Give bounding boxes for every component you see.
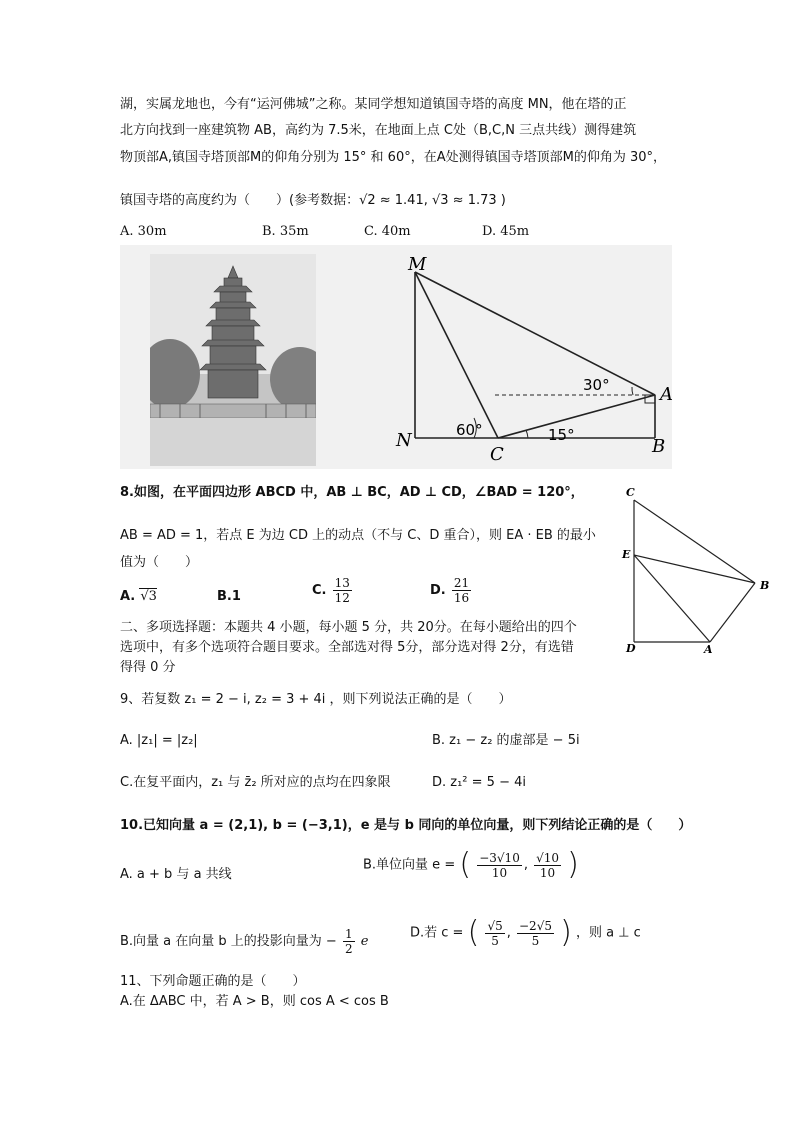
q10-stem: 10.已知向量 a = (2,1), b = (−3,1)，e 是与 b 同向的单位向量，则下列结论正确的是（ ） [120,818,692,833]
label-angle-60: 60° [456,421,483,439]
q8-option-d-prefix: D. [430,583,446,598]
q8-option-a-prefix: A. [120,589,136,604]
line-ca [498,395,655,438]
q9-option-c: C.在复平面内，z₁ 与 z̄₂ 所对应的点均在四象限 [120,775,391,790]
q9-option-b: B. z₁ − z₂ 的虚部是 − 5i [432,733,580,748]
q10-option-a: A. a + b 与 a 共线 [120,867,232,882]
q8-stem-3: 值为（ ） [120,555,199,570]
elevation-diagram [390,250,680,465]
fig-label-b: B [760,579,770,592]
q8-option-d [430,576,473,605]
text-line-3: 物顶部A,镇国寺塔顶部M的仰角分别为 15° 和 60°，在A处测得镇国寺塔顶部M的仰角为 30°， [120,150,667,165]
label-c: C [490,444,504,465]
q8-stem-2: AB = AD = 1，若点 E 为边 CD 上的动点（不与 C、D 重合），则 EA · EB 的最小 [120,528,596,543]
label-a: A [660,384,673,405]
section2-line-2: 选项中，有多个选项符合题目要求。全部选对得 5分，部分选对得 2分，有选错 [120,640,574,655]
text-line-1: 湖，实属龙地也，今有“运河佛城”之称。某同学想知道镇国寺塔的高度 MN，他在塔的正 [120,97,627,112]
q8-option-c [312,576,354,605]
q8-option-c-prefix: C. [312,583,327,598]
q8-option-d-den: 16 [453,591,470,605]
q8-stem-1: 8.如图，在平面四边形 ABCD 中，AB ⊥ BC，AD ⊥ CD，∠BAD = 120°， [120,485,584,500]
label-angle-30: 30° [583,376,610,394]
q10-option-d-den1: 5 [491,933,499,948]
section2-line-1: 二、多项选择题：本题共 4 小题，每小题 5 分，共 20分。在每小题给出的四个 [120,620,577,635]
q7-option-c: C. 40m [364,224,411,239]
q10-option-c-prefix: B.向量 a 在向量 b 上的投影向量为 − [120,934,337,949]
q10-option-d-den2: 5 [531,933,540,948]
q10-option-d: D.若 c = ( $\frac{√5}{5}$ , $\frac{-2√5}{5}$ ) ，则 a ⊥ c [410,915,641,950]
line-ma [415,272,655,395]
q10-option-c-den: 2 [344,942,353,956]
fig-label-e: E [622,548,631,561]
q10-option-c-num: 1 [344,927,353,941]
text-line-4: 镇国寺塔的高度约为（ ）(参考数据：√2 ≈ 1.41, √3 ≈ 1.73 ) [120,193,506,208]
q7-option-d: D. 45m [482,224,530,239]
q8-option-d-num: 21 [453,576,470,590]
fig-label-d: D [626,642,636,655]
q8-option-b: B.1 [217,589,241,604]
q8-option-c-num: 13 [334,576,350,590]
q9-option-a: A. |z₁| = |z₂| [120,733,198,748]
label-angle-15: 15° [548,426,575,444]
q10-option-b-prefix: B.单位向量 e = [363,857,456,873]
fig-label-a: A [704,643,713,656]
q10-option-b-den2: 10 [539,865,556,880]
q9-stem: 9、若复数 z₁ = 2 − i, z₂ = 3 + 4i ，则下列说法正确的是（ ） [120,692,512,707]
label-n: N [396,430,412,451]
tower-photo [150,254,316,466]
q10-option-d-prefix: D.若 c = [410,925,464,941]
q10-option-d-suffix: ，则 a ⊥ c [575,925,641,941]
line-mc [415,272,498,438]
q10-option-b-den1: 10 [491,865,508,880]
q10-option-d-num2: −2√5 [519,918,552,933]
q10-option-d-num1: √5 [487,918,503,933]
label-b: B [652,436,666,457]
tower-image [150,254,316,466]
q9-option-d: D. z₁² = 5 − 4i [432,775,526,790]
section2-line-3: 得得 0 分 [120,660,176,675]
q11-stem: 11、下列命题正确的是（ ） [120,974,306,989]
fig-label-c: C [626,486,635,499]
q10-option-c-suffix: e [360,934,369,949]
q10-option-b: B.单位向量 e = ( $\frac{-3√10}{10}$ , $\frac{√10}{10}$ ) [363,847,579,882]
q7-option-b: B. 35m [262,224,309,239]
q11-option-a: A.在 ΔABC 中，若 A > B，则 cos A < cos B [120,994,389,1009]
text-line-2: 北方向找到一座建筑物 AB，高约为 7.5米，在地面上点 C处（B,C,N 三点共线）测得建筑 [120,123,637,138]
q10-option-b-num2: √10 [536,850,560,865]
q8-option-a [120,587,157,607]
q10-option-b-num1: −3√10 [479,850,520,865]
quadrilateral-figure [612,485,782,660]
q10-option-c [120,927,368,956]
label-m: M [408,254,427,275]
q8-option-a-value: √3 [140,589,157,604]
q7-option-a: A. 30m [120,224,167,239]
q8-option-c-den: 12 [334,591,350,605]
